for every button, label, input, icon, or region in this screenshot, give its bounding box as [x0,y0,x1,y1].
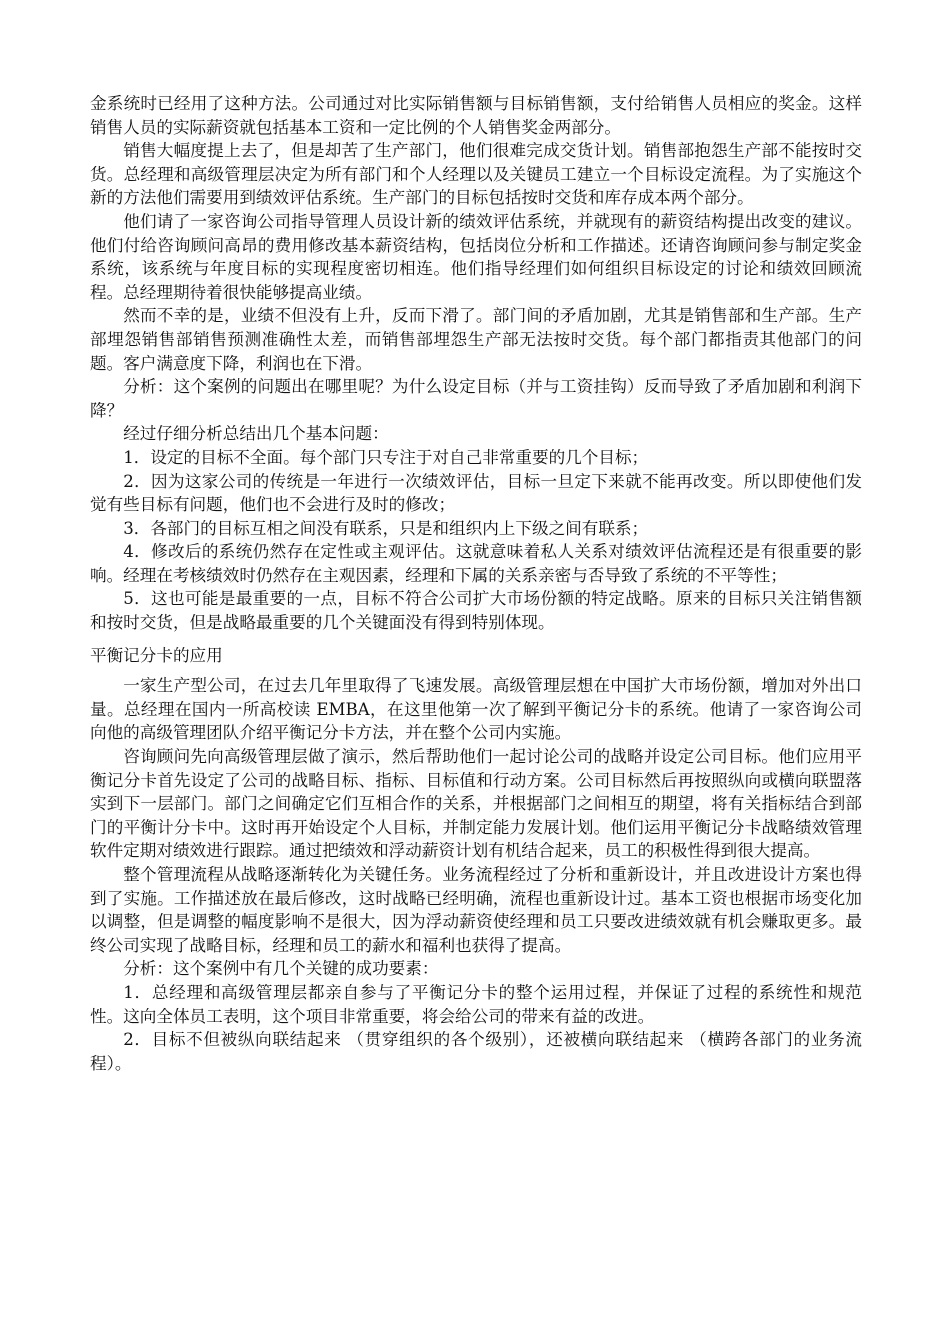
paragraph-sales-production-conflict: 销售大幅度提上去了，但是却苦了生产部门，他们很难完成交货计划。销售部抱怨生产部不能按时交货。总经理和高级管理层决定为所有部门和个人经理以及关键员工建立一个目标设定流程。为了实施这个新的方法他们需要用到绩效评估系统。生产部门的目标包括按时交货和库存成本两个部分。 [90,141,862,208]
list-item-problem-3: 3．各部门的目标互相之间没有联系，只是和组织内上下级之间有联系； [123,518,649,538]
paragraph-management-process: 整个管理流程从战略逐渐转化为关键任务。业务流程经过了分析和重新设计，并且改进设计方案也得到了实施。工作描述放在最后修改，这时战略已经明确，流程也重新设计过。基本工资也根据市场变化加以调整，但是调整的幅度影响不是很大，因为浮动薪资使经理和员工只要改进绩效就有机会赚取更多。最终公司实现了战略目标，经理和员工的薪水和福利也获得了提高。 [90,865,862,955]
paragraph-success-factors-intro: 分析：这个案例中有几个关键的成功要素： [123,959,439,979]
paragraph-summary-intro: 经过仔细分析总结出几个基本问题： [123,424,389,444]
list-item-problem-4: 4．修改后的系统仍然存在定性或主观评估。这就意味着私人关系对绩效评估流程还是有很重要的影响。经理在考核绩效时仍然存在主观因素，经理和下属的关系亲密与否导致了系统的不平等性； [90,542,862,585]
paragraph-continuation: 金系统时已经用了这种方法。公司通过对比实际销售额与目标销售额，支付给销售人员相应的奖金。这样销售人员的实际薪资就包括基本工资和一定比例的个人销售奖金两部分。 [90,94,862,137]
list-item-problem-1: 1．设定的目标不全面。每个部门只专注于对自己非常重要的几个目标； [123,447,649,467]
paragraph-consultant-demo: 咨询顾问先向高级管理层做了演示，然后帮助他们一起讨论公司的战略并设定公司目标。他们应用平衡记分卡首先设定了公司的战略目标、指标、目标值和行动方案。公司目标然后再按照纵向或横向联盟落实到下一层部门。部门之间确定它们互相合作的关系，并根据部门之间相互的期望，将有关指标结合到部门的平衡计分卡中。这时再开始设定个人目标，并制定能力发展计划。他们运用平衡记分卡战略绩效管理软件定期对绩效进行跟踪。通过把绩效和浮动薪资计划有机结合起来，员工的积极性得到很大提高。 [90,747,862,861]
list-item-problem-2: 2．因为这家公司的传统是一年进行一次绩效评估，目标一旦定下来就不能再改变。所以即使他们发觉有些目标有问题，他们也不会进行及时的修改； [90,471,862,515]
paragraph-consulting-firm: 他们请了一家咨询公司指导管理人员设计新的绩效评估系统，并就现有的薪资结构提出改变的建议。他们付给咨询顾问高昂的费用修改基本薪资结构，包括岗位分析和工作描述。还请咨询顾问参与制定奖金系统，该系统与年度目标的实现程度密切相连。他们指导经理们如何组织目标设定的讨论和绩效回顾流程。总经理期待着很快能够提高业绩。 [90,211,862,302]
list-item-success-1: 1．总经理和高级管理层都亲自参与了平衡记分卡的整个运用过程，并保证了过程的系统性和规范性。这向全体员工表明，这个项目非常重要，将会给公司的带来有益的改进。 [90,982,862,1026]
list-item-problem-5: 5．这也可能是最重要的一点，目标不符合公司扩大市场份额的特定战略。原来的目标只关注销售额和按时交货，但是战略最重要的几个关键面没有得到特别体现。 [90,589,862,633]
document-page [90,92,862,1075]
paragraph-company-growth: 一家生产型公司，在过去几年里取得了飞速发展。高级管理层想在中国扩大市场份额，增加对外出口量。总经理在国内一所高校读 EMBA，在这里他第一次了解到平衡记分卡的系统。他请了一家咨询公司向他的高级管理团队介绍平衡记分卡方法，并在整个公司内实施。 [90,676,862,743]
paragraph-analysis-question: 分析：这个案例的问题出在哪里呢？为什么设定目标（并与工资挂钩）反而导致了矛盾加剧和利润下降？ [90,377,862,420]
paragraph-performance-decline: 然而不幸的是，业绩不但没有上升，反而下滑了。部门间的矛盾加剧，尤其是销售部和生产部。生产部埋怨销售部销售预测准确性太差，而销售部埋怨生产部无法按时交货。每个部门都指责其他部门的问题。客户满意度下降，利润也在下滑。 [90,306,862,373]
list-item-success-2: 2．目标不但被纵向联结起来 （贯穿组织的各个级别），还被横向联结起来 （横跨各部门的业务流程）。 [90,1030,862,1073]
section-heading: 平衡记分卡的应用 [90,645,223,665]
